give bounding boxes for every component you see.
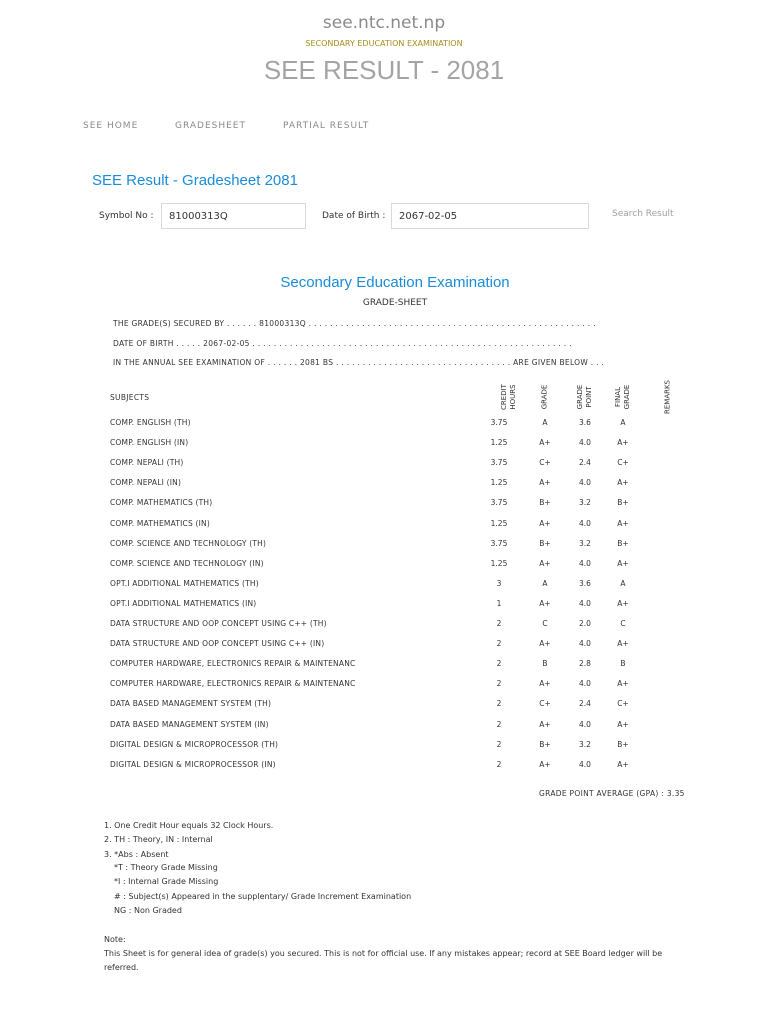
cell-subject: DIGITAL DESIGN & MICROPROCESSOR (TH) [110,739,279,749]
cell-credit-hours: 3.75 [490,498,508,508]
cell-final-grade: A+ [617,558,629,568]
cell-grade-point: 3.2 [579,498,591,508]
gradesheet-heading: SEE Result - Gradesheet 2081 [92,172,298,189]
cell-credit-hours: 1.25 [490,478,508,488]
cell-final-grade: B+ [617,538,629,548]
cell-final-grade: B+ [617,739,629,749]
cell-final-grade: A+ [617,679,629,689]
cell-subject: DATA BASED MANAGEMENT SYSTEM (IN) [110,719,269,729]
cell-grade-point: 3.6 [579,578,591,588]
cell-grade-point: 4.0 [579,598,591,608]
cell-grade-point: 3.2 [579,739,591,749]
cell-subject: COMP. MATHEMATICS (TH) [110,498,213,508]
cell-grade: A+ [539,438,551,448]
cell-subject: COMP. SCIENCE AND TECHNOLOGY (TH) [110,538,267,548]
cell-credit-hours: 2 [496,739,502,749]
sheet-subtitle: GRADE-SHEET [362,298,428,308]
cell-final-grade: A+ [617,478,629,488]
cell-grade: A+ [539,478,551,488]
cell-grade: A+ [539,639,551,649]
cell-grade-point: 3.2 [579,538,591,548]
cell-credit-hours: 2 [496,679,502,689]
cell-subject: DATA STRUCTURE AND OOP CONCEPT USING C++ (TH) [110,619,327,628]
cell-subject: COMPUTER HARDWARE, ELECTRONICS REPAIR & MAINTENANC [110,659,356,669]
nav-see-home[interactable]: SEE HOME [83,121,139,131]
cell-grade-point: 4.0 [579,679,591,689]
note-1: 1. One Credit Hour equals 32 Clock Hours. [104,821,274,830]
note-label: Note: [104,935,126,944]
cell-grade-point: 2.4 [579,458,591,468]
cell-grade: A+ [539,719,551,729]
cell-grade: A [542,418,548,427]
cell-subject: DIGITAL DESIGN & MICROPROCESSOR (IN) [110,759,276,769]
cell-subject: COMP. SCIENCE AND TECHNOLOGY (IN) [110,558,264,568]
cell-final-grade: A+ [617,438,629,448]
exam-year-line: IN THE ANNUAL SEE EXAMINATION OF . . . . . . 2081 BS . . . . . . . . . . . . . . . . . . . . . . . . . . . . . . . . . ARE GIVEN BELOW . . . [113,358,605,367]
cell-grade-point: 2.8 [579,659,591,669]
col-grade: GRADE [540,384,549,410]
cell-grade-point: 4.0 [579,558,591,568]
col-grade-point-text: GRADE POINT [576,384,593,410]
col-credit-hours [500,380,518,414]
cell-subject: DATA STRUCTURE AND OOP CONCEPT USING C++ (IN) [110,639,325,649]
cell-grade: B+ [539,538,551,548]
cell-credit-hours: 3 [496,578,502,588]
cell-subject: OPT.I ADDITIONAL MATHEMATICS (IN) [110,598,257,608]
cell-final-grade: A+ [617,598,629,608]
cell-final-grade: A [620,578,626,588]
cell-subject: COMP. MATHEMATICS (IN) [110,518,210,528]
note-text-line-2: referred. [104,963,139,972]
col-subjects: SUBJECTS [110,393,150,402]
cell-subject: COMP. ENGLISH (IN) [110,438,189,448]
cell-grade-point: 4.0 [579,719,591,729]
cell-grade: B+ [539,739,551,749]
nav-gradesheet[interactable]: GRADESHEET [175,121,246,131]
col-grade-point [576,381,594,413]
col-final-grade [614,381,632,413]
cell-subject: COMPUTER HARDWARE, ELECTRONICS REPAIR & MAINTENANC [110,679,356,689]
cell-subject: COMP. ENGLISH (TH) [110,418,191,427]
note-supplementary: # : Subject(s) Appeared in the supplentary/ Grade Increment Examination [114,892,412,901]
cell-credit-hours: 2 [496,699,502,709]
exam-name: SECONDARY EDUCATION EXAMINATION [305,39,463,48]
cell-credit-hours: 3.75 [490,458,508,468]
cell-grade-point: 4.0 [579,518,591,528]
search-result-button[interactable]: Search Result [612,209,674,219]
symbol-label: Symbol No : [99,211,154,221]
cell-final-grade: C [620,619,626,628]
cell-grade: C+ [539,699,551,709]
cell-grade-point: 3.6 [579,418,591,427]
cell-grade-point: 4.0 [579,438,591,448]
cell-grade: A [542,578,548,588]
cell-grade-point: 4.0 [579,478,591,488]
dob-label: Date of Birth : [322,211,386,221]
note-2: 2. TH : Theory, IN : Internal [104,835,213,844]
col-credit-hours-text: CREDIT HOURS [500,384,517,410]
cell-grade: B [542,659,548,669]
cell-credit-hours: 2 [496,719,502,729]
cell-credit-hours: 1.25 [490,518,508,528]
cell-grade-point: 2.0 [579,619,591,628]
cell-credit-hours: 3.75 [490,538,508,548]
cell-final-grade: C+ [617,699,629,709]
cell-final-grade: A [620,418,626,427]
dob-line: DATE OF BIRTH . . . . . 2067-02-05 . . . . . . . . . . . . . . . . . . . . . . . . . . . . . . . . . . . . . . . . . . . . . . . . . . . . . . . . . . . . [113,339,572,348]
cell-grade: A+ [539,598,551,608]
cell-final-grade: B+ [617,498,629,508]
cell-grade: A+ [539,518,551,528]
note-text-line-1: This Sheet is for general idea of grade(s) you secured. This is not for official use. If any mistakes appear; record at SEE Board ledger will be [104,949,663,958]
gpa-line: GRADE POINT AVERAGE (GPA) : 3.35 [539,789,685,798]
site-domain: see.ntc.net.np [322,13,446,33]
cell-credit-hours: 2 [496,659,502,669]
cell-grade-point: 4.0 [579,759,591,769]
cell-grade: B+ [539,498,551,508]
cell-subject: COMP. NEPALI (IN) [110,478,182,488]
cell-credit-hours: 2 [496,619,502,628]
cell-grade: A+ [539,558,551,568]
symbol-input[interactable] [161,203,306,229]
cell-grade: A+ [539,759,551,769]
cell-final-grade: A+ [617,639,629,649]
cell-credit-hours: 2 [496,639,502,649]
cell-credit-hours: 1.25 [490,438,508,448]
nav-partial-result[interactable]: PARTIAL RESULT [283,121,370,131]
cell-final-grade: C+ [617,458,629,468]
cell-grade-point: 2.4 [579,699,591,709]
cell-grade: A+ [539,679,551,689]
cell-subject: OPT.I ADDITIONAL MATHEMATICS (TH) [110,578,259,588]
note-internal-missing: *I : Internal Grade Missing [114,877,219,886]
secured-by-line: THE GRADE(S) SECURED BY . . . . . . 81000313Q . . . . . . . . . . . . . . . . . . . . . . . . . . . . . . . . . . . . . . . . . . . . . . . . . . . . . . [113,319,596,328]
cell-subject: COMP. NEPALI (TH) [110,458,184,468]
page-title: SEE RESULT - 2081 [263,55,505,85]
note-3: 3. *Abs : Absent [104,850,169,859]
cell-grade: C+ [539,458,551,468]
cell-credit-hours: 1 [496,598,502,608]
note-theory-missing: *T : Theory Grade Missing [114,863,218,872]
cell-final-grade: A+ [617,719,629,729]
col-remarks: REMARKS [663,379,672,415]
cell-final-grade: B [620,659,626,669]
cell-final-grade: A+ [617,759,629,769]
sheet-title: Secondary Education Examination [280,274,510,291]
cell-credit-hours: 1.25 [490,558,508,568]
cell-grade-point: 4.0 [579,639,591,649]
cell-subject: DATA BASED MANAGEMENT SYSTEM (TH) [110,699,272,709]
note-non-graded: NG : Non Graded [114,906,182,915]
cell-credit-hours: 3.75 [490,418,508,427]
cell-final-grade: A+ [617,518,629,528]
cell-credit-hours: 2 [496,759,502,769]
cell-grade: C [542,619,548,628]
col-final-grade-text: FINAL GRADE [614,384,631,410]
dob-input[interactable] [391,203,589,229]
